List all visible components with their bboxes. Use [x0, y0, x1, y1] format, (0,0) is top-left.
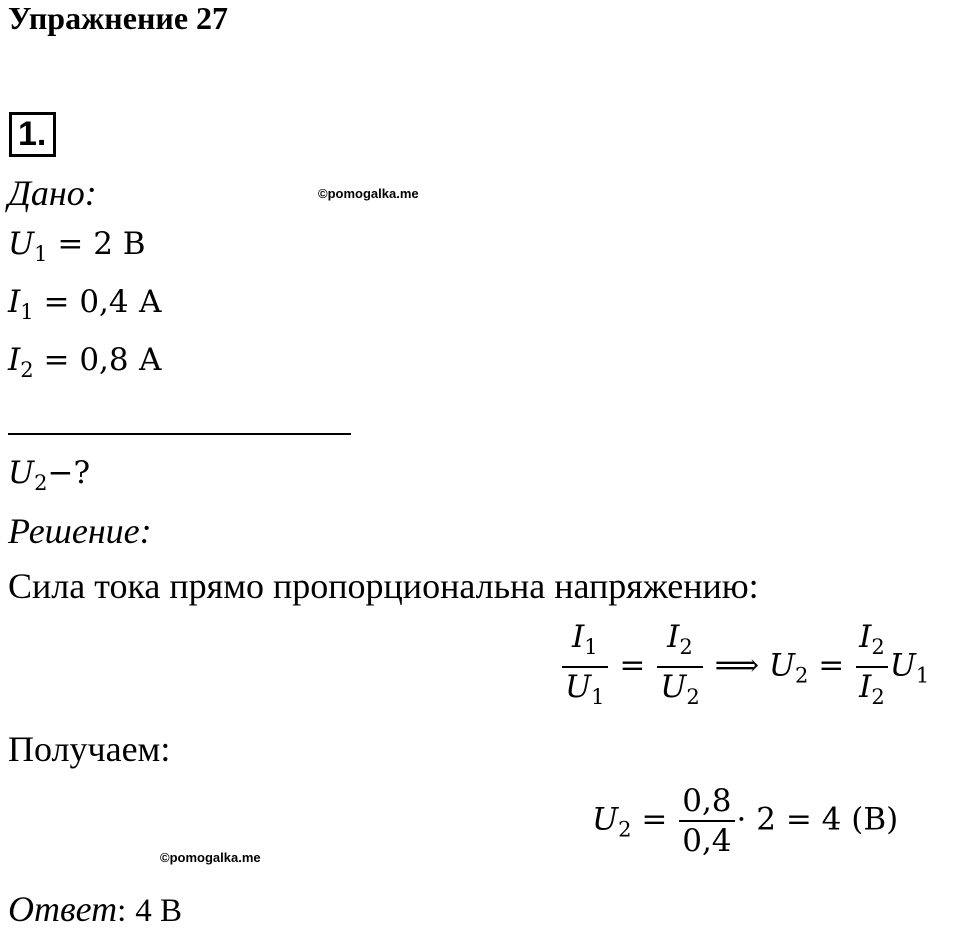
given-value: = 0,8 А	[43, 342, 162, 378]
given-row-3	[8, 342, 162, 382]
fraction-i1-u1: $\frac{I_1}{U_1}$	[562, 618, 608, 716]
solution-label: Решение:	[8, 511, 152, 551]
implies-arrow: ⟹	[714, 647, 760, 684]
answer-row	[8, 888, 182, 930]
given-subscript: 2	[20, 358, 34, 382]
formula-calculation: $U_2$ = $\frac{0,8}{0,4}$ · 2 = 4 (В)	[592, 783, 899, 859]
given-label: Дано:	[8, 173, 97, 213]
formula-ohm-proportion: $\frac{I_1}{U_1}$ = $\frac{I_2}{U_2}$ ⟹ $U_2$ = $\frac{I_2}{I_2}$ $U_1$	[560, 618, 929, 716]
solution-statement: Сила тока прямо пропорциональна напряжению:	[8, 566, 759, 606]
problem-number: 1.	[9, 112, 56, 157]
given-symbol: U	[8, 226, 35, 262]
given-symbol: I	[8, 342, 21, 378]
find-question: −?	[47, 455, 91, 491]
equals-sign: =	[641, 801, 668, 838]
answer-value: 4 В	[135, 893, 183, 929]
given-symbol: I	[8, 284, 21, 320]
given-row-2	[8, 284, 162, 324]
calculation-result: · 2 = 4 (В)	[736, 801, 899, 838]
equals-sign: =	[818, 647, 845, 684]
find-subscript: 2	[34, 471, 48, 495]
given-value: = 0,4 А	[43, 284, 162, 320]
answer-label: Ответ	[8, 889, 118, 929]
obtain-label: Получаем:	[8, 729, 171, 769]
fraction-i2-i2: $\frac{I_2}{I_2}$	[856, 618, 888, 716]
fraction-i2-u2: $\frac{I_2}{U_2}$	[657, 618, 703, 716]
fraction-values: $\frac{0,8}{0,4}$	[679, 782, 734, 860]
find-row	[8, 455, 90, 495]
page-title: Упражнение 27	[8, 0, 229, 36]
answer-colon: :	[117, 893, 127, 929]
watermark-top: ©pomogalka.me	[318, 186, 419, 201]
given-divider	[8, 433, 351, 435]
given-row-1	[8, 226, 146, 266]
given-value: = 2 В	[57, 226, 146, 262]
given-subscript: 1	[34, 242, 48, 266]
watermark-bottom: ©pomogalka.me	[160, 850, 261, 865]
given-subscript: 1	[20, 300, 34, 324]
find-symbol: U	[8, 455, 35, 491]
equals-sign: =	[619, 647, 646, 684]
